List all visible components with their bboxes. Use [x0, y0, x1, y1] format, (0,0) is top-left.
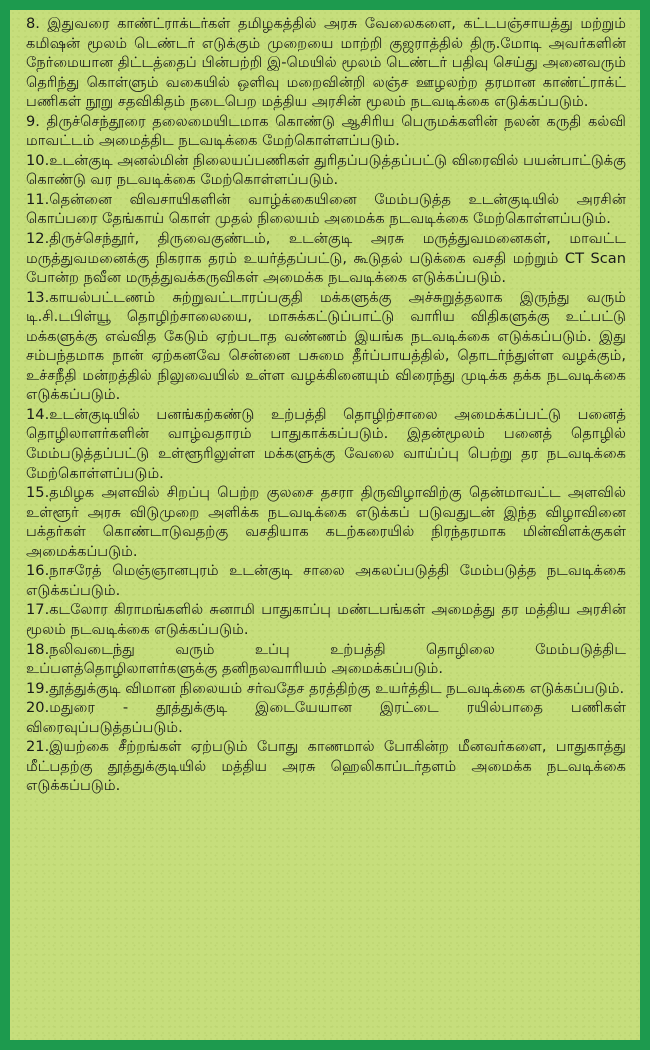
- point-18: 18.நலிவடைந்து வரும் உப்பு உற்பத்தி தொழிலை மேம்படுத்திட உப்பளத்தொழிலாளர்களுக்கு தனிநலவாரியம் அமைக்கப்படும்.: [26, 640, 626, 678]
- point-11: 11.தென்னை விவசாயிகளின் வாழ்க்கையினை மேம்படுத்த உடன்குடியில் அரசின் கொப்பரை தேங்காய் கொள் முதல் நிலையம் அமைக்க நடவடிக்கை மேற்கொள்ளப்படும்.: [26, 190, 626, 228]
- point-14: 14.உடன்குடியில் பனங்கற்கண்டு உற்பத்தி தொழிற்சாலை அமைக்கப்பட்டு பனைத் தொழிலாளர்களின் வாழ்வதாரம் பாதுகாக்கப்படும். இதன்மூலம் பனைத் தொழில் மேம்படுத்தப்பட்டு உள்ளூரிலுள்ள மக்களுக்கு வேலை வாய்ப்பு பெற்று தர நடவடிக்கை மேற்கொள்ளப்படும்.: [26, 405, 626, 482]
- point-19: 19.தூத்துக்குடி விமான நிலையம் சர்வதேச தரத்திற்கு உயர்த்திட நடவடிக்கை எடுக்கப்படும்.: [26, 679, 625, 697]
- point-10: 10.உடன்குடி அனல்மின் நிலையப்பணிகள் துரிதப்படுத்தப்பட்டு விரைவில் பயன்பாட்டுக்கு கொண்டு வர நடவடிக்கை மேற்கொள்ளப்படும்.: [26, 151, 626, 189]
- point-12: 12.திருச்செந்தூர், திருவைகுண்டம், உடன்குடி அரசு மருத்துவமனைகள், மாவட்ட மருத்துவமனைக்கு நிகராக தரம் உயர்த்தப்பட்டு, கூடுதல் படுக்கை வசதி மற்றும் CT Scan போன்ற நவீன மருத்துவக்கருவிகள் அமைக்க நடவடிக்கை எடுக்கப்படும்.: [26, 230, 626, 287]
- point-13: 13.காயல்பட்டணம் சுற்றுவட்டாரப்பகுதி மக்களுக்கு அச்சுறுத்தலாக இருந்து வரும் டி.சி.டபிள்யூ தொழிற்சாலையை, மாசுக்கட்டுப்பாட்டு வாரிய விதிகளுக்கு உட்பட்டு மக்களுக்கு எவ்வித கேடும் ஏற்படாத வண்ணம் இயங்க நடவடிக்கை எடுக்கப்படும். இது சம்பந்தமாக நான் ஏற்கனவே சென்னை பசுமை தீர்ப்பாயத்தில், தொடர்ந்துள்ள வழக்கும், உச்சநீதி மன்றத்தில் நிலுவையில் உள்ள வழக்கினையும் விரைந்து முடிக்க தக்க நடவடிக்கை எடுக்கப்படும்.: [26, 288, 626, 404]
- point-15: 15.தமிழக அளவில் சிறப்பு பெற்ற குலசை தசரா திருவிழாவிற்கு தென்மாவட்ட அளவில் உள்ளூர் அரசு விடுமுறை அளிக்க நடவடிக்கை எடுக்கப் படுவதுடன் இந்த விழாவினை பக்தர்கள் கொண்டாடுவதற்கு வசதியாக கடற்கரையில் நிரந்தரமாக மின்விளக்குகள் அமைக்கப்படும்.: [26, 484, 626, 560]
- point-21: 21.இயற்கை சீற்றங்கள் ஏற்படும் போது காணமால் போகின்ற மீனவர்களை, பாதுகாத்து மீட்பதற்கு தூத்துக்குடியில் மத்திய அரசு ஹெலிகாப்டர்தளம் அமைக்க நடவடிக்கை எடுக்கப்படும்.: [26, 738, 626, 795]
- point-16: 16.நாசரேத் மெஞ்ஞானபுரம் உடன்குடி சாலை அகலப்படுத்தி மேம்படுத்த நடவடிக்கை எடுக்கப்படும்.: [26, 562, 626, 599]
- point-9: 9. திருச்செந்தூரை தலைமையிடமாக கொண்டு ஆசிரிய பெருமக்களின் நலன் கருதி கல்வி மாவட்டம் அமைத்திட நடவடிக்கை மேற்கொள்ளப்படும்.: [26, 112, 626, 150]
- point-20: 20.மதுரை - தூத்துக்குடி இடையேயான இரட்டை ரயில்பாதை பணிகள் விரைவுப்படுத்தப்படும்.: [26, 699, 626, 736]
- manifesto-panel: [10, 10, 640, 1040]
- point-17: 17.கடலோர கிராமங்களில் சுனாமி பாதுகாப்பு மண்டபங்கள் அமைத்து தர மத்திய அரசின் மூலம் நடவடிக்கை எடுக்கப்படும்.: [26, 601, 626, 638]
- point-8: 8. இதுவரை காண்ட்ராக்டர்கள் தமிழகத்தில் அரசு வேலைகளை, கட்டபஞ்சாயத்து மற்றும் கமிஷன் மூலம் டெண்டர் எடுக்கும் முறையை மாற்றி குஜராத்தில் திரு.மோடி அவர்களின் நேர்மையான திட்டத்தைப் பின்பற்றி இ-மெயில் மூலம் டெண்டர் பதிவு செய்து அனைவரும் தெரிந்து கொள்ளும் வகையில் ஒளிவு மறைவின்றி லஞ்ச ஊழலற்ற தரமான காண்ட்ராக்ட் பணிகள் நூறு சதவிகிதம் நடைபெற மத்திய அரசின் மூலம் நடவடிக்கை எடுக்கப்படும்.: [26, 15, 626, 111]
